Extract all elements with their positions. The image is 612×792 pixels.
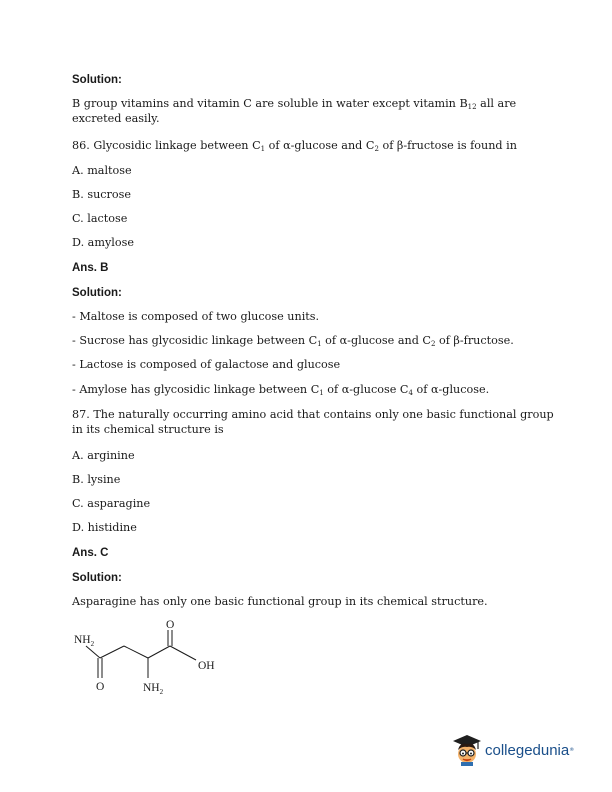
asparagine-structure	[70, 618, 240, 708]
trademark: ®	[569, 747, 575, 753]
bond	[148, 646, 170, 658]
option-c: C. asparagine	[72, 497, 151, 510]
carbonyl-o-label: O	[166, 619, 175, 631]
option-c: C. lactose	[72, 212, 128, 225]
bond	[170, 646, 196, 660]
solution-text-line2: excreted easily.	[72, 112, 160, 125]
bond	[100, 646, 124, 658]
answer: Ans. C	[72, 547, 109, 559]
amine-nh2-label: $NH_2$	[143, 682, 164, 696]
collegedunia-logo	[452, 733, 574, 767]
solution-line: - Amylose has glycosidic linkage between $C_1$ of α-glucose $C_4$ of α-glucose.	[72, 383, 490, 397]
bond	[124, 646, 148, 658]
solution-line: - Sucrose has glycosidic linkage between $C_1$ of α-glucose and $C_2$ of β-fructose.	[72, 334, 514, 348]
solution-heading: Solution:	[72, 74, 122, 86]
option-a: A. maltose	[72, 164, 132, 177]
solution-heading: Solution:	[72, 287, 122, 299]
solution-heading: Solution:	[72, 572, 122, 584]
question-87: 87. The naturally occurring amino acid that contains only one basic functional group	[72, 408, 554, 421]
amide-nh2-label: $NH_2$	[74, 634, 95, 648]
option-a: A. arginine	[72, 449, 135, 462]
oh-label: OH	[198, 660, 215, 672]
solution-line: - Lactose is composed of galactose and glucose	[72, 358, 341, 371]
option-d: D. histidine	[72, 521, 137, 534]
solution-text: B group vitamins and vitamin C are soluble in water except vitamin $B_{12}$ all are	[72, 97, 517, 111]
question-86: 86. Glycosidic linkage between $C_1$ of α-glucose and $C_2$ of β-fructose is found in	[72, 139, 517, 153]
answer: Ans. B	[72, 262, 109, 274]
amide-o-label: O	[96, 681, 105, 693]
brand-name: collegedunia	[485, 741, 570, 759]
option-b: B. lysine	[72, 473, 121, 486]
question-87-line2: in its chemical structure is	[72, 423, 224, 436]
graduate-mascot-icon	[452, 733, 482, 767]
option-d: D. amylose	[72, 236, 134, 249]
solution-line: - Maltose is composed of two glucose units.	[72, 310, 320, 323]
solution-text: Asparagine has only one basic functional group in its chemical structure.	[72, 595, 488, 608]
option-b: B. sucrose	[72, 188, 131, 201]
